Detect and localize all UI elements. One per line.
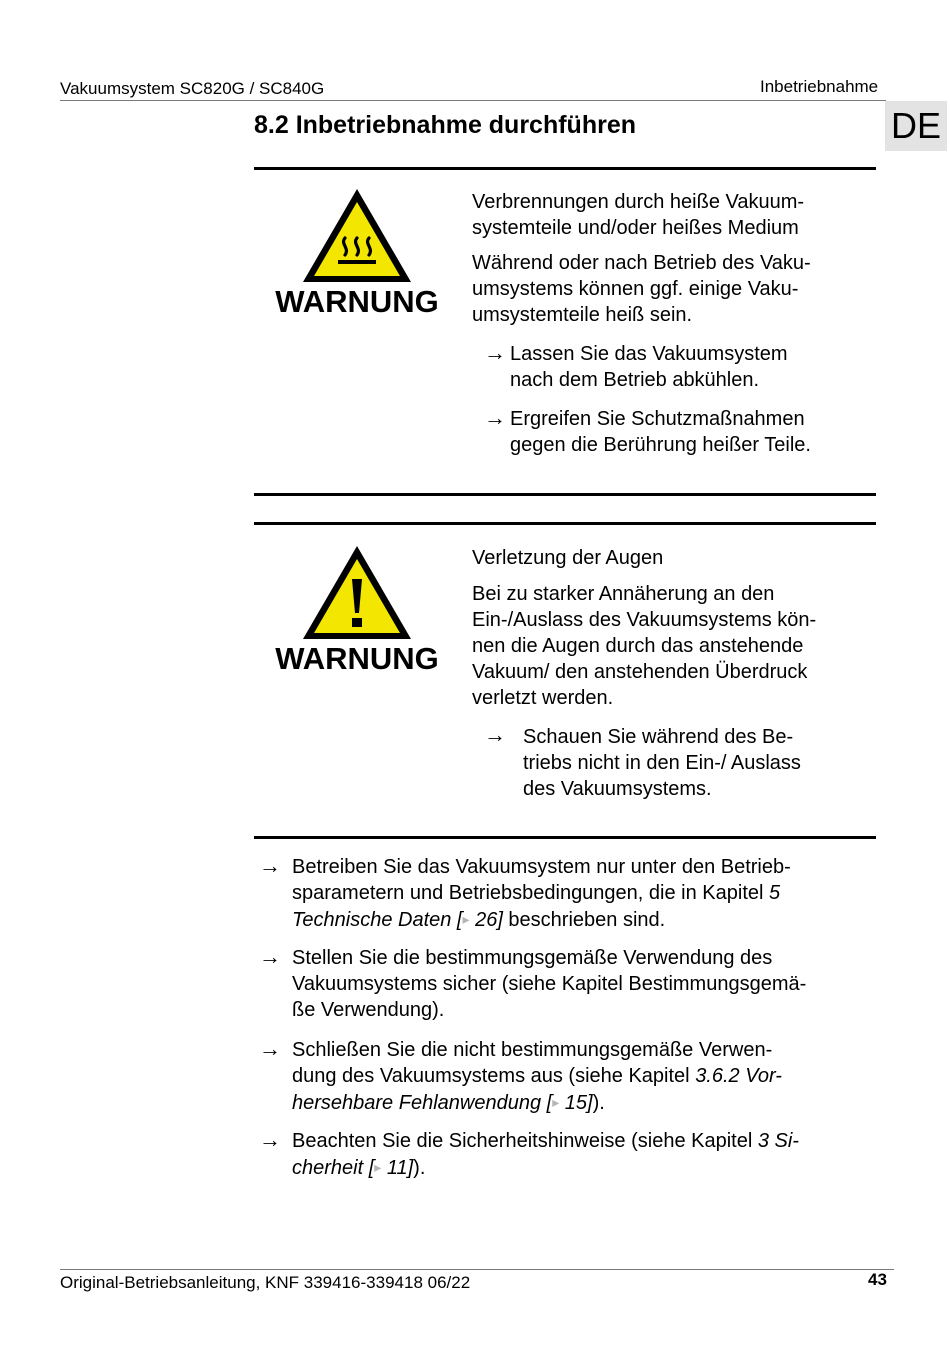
header-rule bbox=[60, 100, 886, 101]
arrow-icon: → bbox=[259, 853, 281, 878]
running-header-right: Inbetriebnahme bbox=[760, 77, 879, 96]
arrow-icon: → bbox=[259, 1036, 281, 1061]
warning-1-heading: Verbrennungen durch heiße Vakuum- systemteile und/oder heißes Medium bbox=[472, 191, 805, 239]
hot-surface-warning-icon bbox=[300, 186, 414, 286]
footer-document-id: Original-Betriebsanleitung, KNF 339416-339418 06/22 bbox=[60, 1273, 471, 1292]
instruction-3: Schließen Sie die nicht bestimmungsgemäße Verwen- dung des Vakuumsystems aus (siehe Kapitel 3.6.2 Vor- hersehbare Fehlanwendung [▸ 15]). bbox=[292, 1039, 782, 1114]
warning-2-heading: Verletzung der Augen bbox=[472, 547, 664, 569]
section-title: 8.2 Inbetriebnahme durchführen bbox=[254, 111, 637, 139]
arrow-icon: → bbox=[484, 405, 506, 430]
arrow-icon: → bbox=[259, 1127, 281, 1152]
page-number: 43 bbox=[868, 1270, 887, 1289]
general-warning-icon bbox=[300, 543, 414, 643]
running-header-left: Vakuumsystem SC820G / SC840G bbox=[60, 79, 325, 98]
instruction-1: Betreiben Sie das Vakuumsystem nur unter den Betrieb- sparametern und Betriebsbedingungen, die in Kapitel 5 Technische Daten [▸ 26] beschrieben sind. bbox=[292, 856, 791, 931]
warning-1-top-rule bbox=[254, 167, 876, 170]
warning-1-action-2: Ergreifen Sie Schutzmaßnahmen gegen die Berührung heißer Teile. bbox=[510, 408, 811, 456]
instruction-4: Beachten Sie die Sicherheitshinweise (siehe Kapitel 3 Si- cherheit [▸ 11]). bbox=[292, 1130, 799, 1179]
arrow-icon: → bbox=[259, 944, 281, 969]
warning-2-body: Bei zu starker Annäherung an den Ein-/Auslass des Vakuumsystems kön- nen die Augen durch das anstehende Vakuum/ den anstehenden Überdruck verletzt werden. bbox=[472, 583, 817, 709]
warning-1-body: Während oder nach Betrieb des Vaku- umsystems können ggf. einige Vaku- umsystemteile heiß sein. bbox=[472, 252, 811, 326]
warning-2-action-1: Schauen Sie während des Be- triebs nicht in den Ein-/ Auslass des Vakuumsystems. bbox=[523, 726, 801, 800]
page-reference-icon: ▸ bbox=[462, 911, 470, 927]
warning-1-signal-word: WARNUNG bbox=[275, 284, 439, 319]
warning-2-top-rule bbox=[254, 522, 876, 525]
page-reference-icon: ▸ bbox=[552, 1094, 560, 1110]
arrow-icon: → bbox=[484, 722, 506, 747]
instruction-2: Stellen Sie die bestimmungsgemäße Verwendung des Vakuumsystems sicher (siehe Kapitel Bestimmungsgemä- ße Verwendung). bbox=[292, 947, 807, 1021]
warning-2-bottom-rule bbox=[254, 836, 876, 839]
language-tab: DE bbox=[885, 101, 947, 151]
warning-1-bottom-rule bbox=[254, 493, 876, 496]
warning-2-signal-word: WARNUNG bbox=[275, 641, 439, 676]
footer-rule bbox=[60, 1269, 894, 1270]
warning-1-action-1: Lassen Sie das Vakuumsystem nach dem Betrieb abkühlen. bbox=[510, 343, 788, 391]
arrow-icon: → bbox=[484, 340, 506, 365]
page-reference-icon: ▸ bbox=[374, 1159, 382, 1175]
